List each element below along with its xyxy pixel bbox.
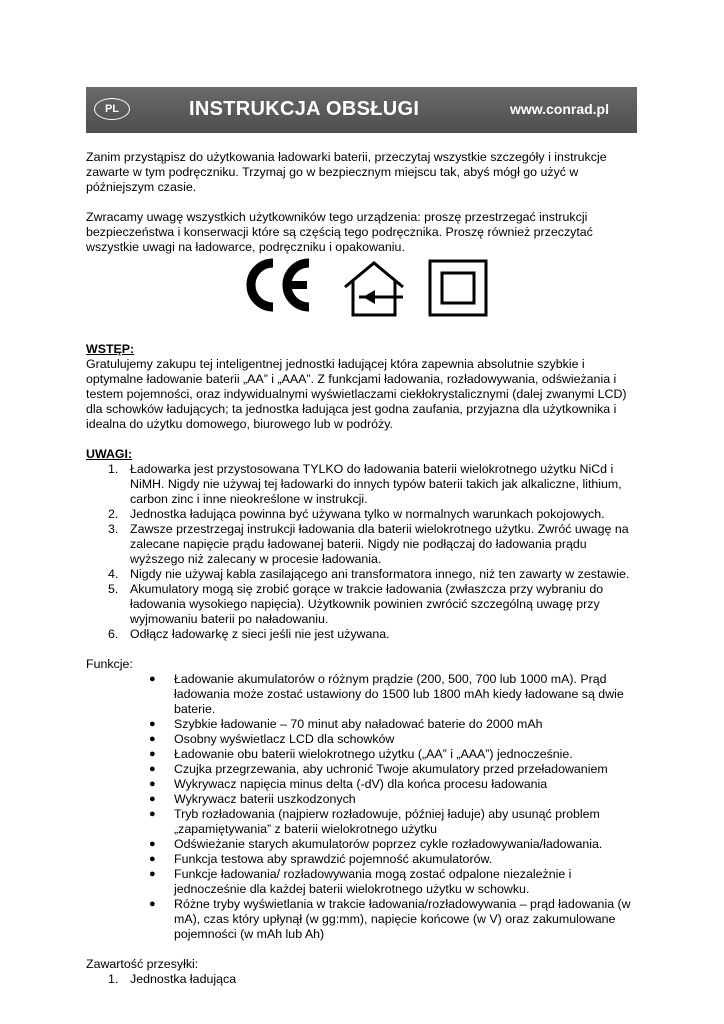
list-item-text: Odłącz ładowarkę z sieci jeśli nie jest używana.: [130, 627, 390, 641]
list-item: [86, 507, 638, 522]
list-item: [86, 837, 638, 852]
bullet-icon: ●: [149, 763, 156, 775]
certification-symbols: [86, 257, 638, 324]
list-item-text: Tryb rozładowania (najpierw rozładowuje, później ładuje) aby usunąć problem „zapamiętywania” z baterii wielokrotnego użytku: [174, 807, 600, 836]
section-heading-wstep: WSTĘP:: [86, 342, 135, 356]
list-item: [86, 582, 638, 627]
section-heading-zawartosc: Zawartość przesyłki:: [86, 957, 199, 971]
bullet-icon: ●: [149, 718, 156, 730]
manual-title: INSTRUKCJA OBSŁUGI: [189, 98, 420, 120]
list-number: 3.: [108, 522, 119, 536]
list-item: [86, 462, 638, 507]
list-item-text: Odświeżanie starych akumulatorów poprzez cykle rozładowywania/ładowania.: [174, 837, 603, 851]
bullet-icon: ●: [149, 838, 156, 850]
intro-paragraph-2: Zwracamy uwagę wszystkich użytkowników tego urządzenia: proszę przestrzegać instrukcji bezpieczeństwa i konserwacji które są częścią tego podręcznika. Proszę również przeczytać wszystkie uwagi na ładowarce, podręczniku i opakowaniu.: [86, 210, 593, 254]
list-item-text: Nigdy nie używaj kabla zasilającego ani transformatora innego, niż ten zawarty w zestawie.: [130, 567, 630, 581]
list-item: [86, 522, 638, 567]
bullet-icon: ●: [149, 898, 156, 910]
list-item: [86, 717, 638, 732]
bullet-icon: ●: [149, 778, 156, 790]
list-item-text: Ładowarka jest przystosowana TYLKO do ładowania baterii wielokrotnego użytku NiCd i NiMH. Nigdy nie używaj tej ładowarki do innych typów baterii takich jak alkaliczne, lithium, carbon zinc i inne nieokreślone w instrukcji.: [130, 462, 622, 506]
bullet-icon: ●: [149, 793, 156, 805]
list-item: [86, 852, 638, 867]
wstep-paragraph: Gratulujemy zakupu tej inteligentnej jednostki ładującej która zapewnia absolutnie szybkie i optymalne ładowanie baterii „AA” i „AAA”. Z funkcjami ładowania, rozładowywania, odświeżania i testem pojemności, oraz indywidualnymi wyświetlaczami ciekłokrystalicznymi (dalej zwanymi LCD) dla schowków ładujących; ta jednostka ładująca jest godna zaufania, przyjazna dla użytkownika i idealna do użytku domowego, biurowego lub w podróży.: [86, 357, 627, 431]
bullet-icon: ●: [149, 748, 156, 760]
list-item-text: Różne tryby wyświetlania w trakcie ładowania/rozładowywania – prąd ładowania (w mA), czas który upłynął (w gg:mm), napięcie końcowe (w V) oraz zakumulowane pojemności (w mAh lub Ah): [174, 897, 631, 941]
bullet-icon: ●: [149, 733, 156, 745]
list-item: [86, 972, 638, 987]
ce-mark-icon: [243, 257, 315, 313]
list-item: [86, 567, 638, 582]
section-heading-funkcje: Funkcje:: [86, 657, 133, 671]
list-item: [86, 732, 638, 747]
list-number: 4.: [108, 567, 119, 581]
list-item: [86, 747, 638, 762]
list-item-text: Wykrywacz napięcia minus delta (-dV) dla końca procesu ładowania: [174, 777, 548, 791]
list-item: [86, 627, 638, 642]
list-item-text: Jednostka ładująca: [130, 972, 237, 986]
bullet-icon: ●: [149, 673, 156, 685]
list-item: [86, 672, 638, 717]
double-insulation-icon: [428, 259, 488, 317]
list-item-text: Szybkie ładowanie – 70 minut aby naładować baterie do 2000 mAh: [174, 717, 543, 731]
intro-paragraph-1: Zanim przystąpisz do użytkowania ładowarki baterii, przeczytaj wszystkie szczegóły i instrukcje zawarte w tym podręczniku. Trzymaj go w bezpiecznym miejscu tak, abyś mógł go użyć w późniejszym czasie.: [86, 150, 607, 194]
funkcje-list: [86, 672, 638, 942]
page-header: [86, 87, 637, 133]
indoor-use-house-icon: [341, 261, 407, 317]
language-badge: PL: [94, 98, 130, 120]
list-number: 1.: [108, 462, 119, 476]
list-item-text: Wykrywacz baterii uszkodzonych: [174, 792, 356, 806]
list-item: [86, 792, 638, 807]
list-item: [86, 777, 638, 792]
list-item: [86, 867, 638, 897]
list-item-text: Jednostka ładująca powinna być używana tylko w normalnych warunkach pokojowych.: [130, 507, 605, 521]
list-item-text: Ładowanie akumulatorów o różnym prądzie (200, 500, 700 lub 1000 mA). Prąd ładowania może zostać ustawiony do 1500 lub 1800 mAh kiedy ładowane są dwie baterie.: [174, 672, 624, 716]
list-item: [86, 762, 638, 777]
list-item: [86, 807, 638, 837]
list-item-text: Akumulatory mogą się zrobić gorące w trakcie ładowania (zwłaszcza przy wybraniu do ładowania wysokiego napięcia). Użytkownik powinien zwrócić szczególną uwagę przy wyjmowaniu baterii po naładowaniu.: [130, 582, 604, 626]
bullet-icon: ●: [149, 808, 156, 820]
list-item-text: Osobny wyświetlacz LCD dla schowków: [174, 732, 395, 746]
list-item-text: Zawsze przestrzegaj instrukcji ładowania dla baterii wielokrotnego użytku. Zwróć uwagę na zalecane napięcie prądu ładowanej baterii. Nigdy nie podłączaj do ładowania prądu wyższego niż zalecany w procesie ładowania.: [130, 522, 629, 566]
bullet-icon: ●: [149, 868, 156, 880]
list-item-text: Funkcja testowa aby sprawdzić pojemność akumulatorów.: [174, 852, 493, 866]
list-item-text: Funkcje ładowania/ rozładowywania mogą zostać odpalone niezależnie i jednocześnie dla każdej baterii wielokrotnego użytku w schowku.: [174, 867, 572, 896]
website-url: www.conrad.pl: [509, 101, 609, 117]
list-number: 1.: [108, 972, 119, 986]
document-body: [86, 150, 638, 987]
list-item: [86, 897, 638, 942]
uwagi-list: [86, 462, 638, 642]
bullet-icon: ●: [149, 853, 156, 865]
list-number: 6.: [108, 627, 119, 641]
list-item-text: Czujka przegrzewania, aby uchronić Twoje akumulatory przed przeładowaniem: [174, 762, 608, 776]
list-number: 2.: [108, 507, 119, 521]
zawartosc-list: [86, 972, 638, 987]
list-item-text: Ładowanie obu baterii wielokrotnego użytku („AA” i „AAA”) jednocześnie.: [174, 747, 573, 761]
section-heading-uwagi: UWAGI:: [86, 447, 133, 461]
list-number: 5.: [108, 582, 119, 596]
